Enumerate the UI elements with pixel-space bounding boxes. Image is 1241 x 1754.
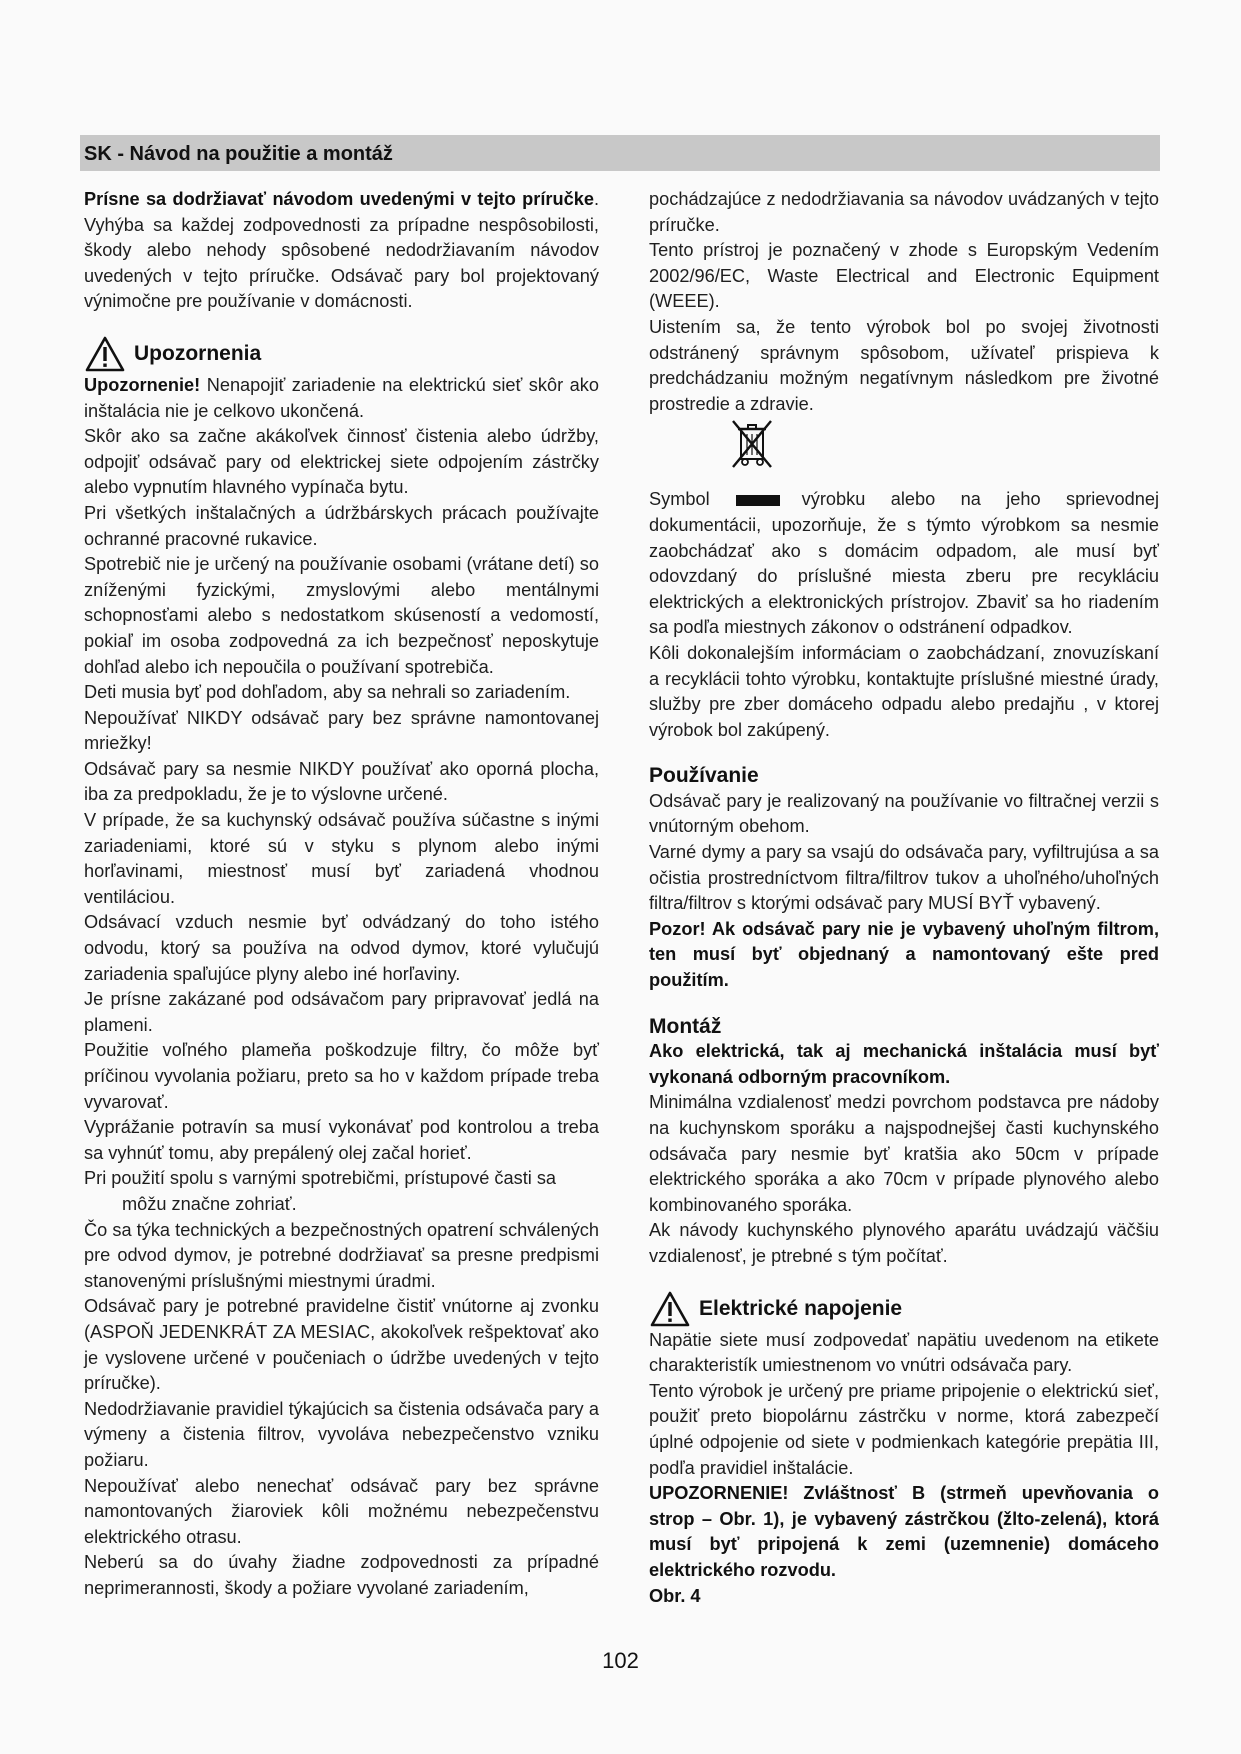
paragraph: Minimálna vzdialenosť medzi povrchom podstavca pre nádoby na kuchynskom sporáku a najspodnejšej časti kuchynského odsávača pary nesmie byť kratšia ako 50cm v prípade elektrického sporáka a ako 70cm v prípade plynového alebo kombinovaného sporáka. — [649, 1092, 1159, 1215]
paragraph: Nedodržiavanie pravidiel týkajúcich sa čistenia odsávača pary a výmeny a čistenia filtrov, vyvoláva nebezpečenstvo vzniku požiaru. — [84, 1398, 599, 1470]
left-column — [84, 187, 599, 1601]
paragraph: Tento prístroj je poznačený v zhode s Europským Vedením 2002/96/EC, Waste Electrical and Electronic Equipment (WEEE). — [649, 240, 1159, 312]
paragraph: Vyprážanie potravín sa musí vykonávať pod kontrolou a treba sa vyhnúť tomu, aby prepálený olej začal horieť. — [84, 1117, 599, 1163]
paragraph: Ak návody kuchynského plynového aparátu uvádzajú väčšiu vzdialenosť, je ptrebné s tým počítať. — [649, 1220, 1159, 1266]
paragraph: Odsávací vzduch nesmie byť odvádzaný do toho istého odvodu, ktorý sa používa na odvod dymov, ktoré vylučujú zariadenia spaľujúce plyny alebo iné horľaviny. — [84, 912, 599, 984]
paragraph: Pri použití spolu s varnými spotrebičmi, prístupové časti sa — [84, 1168, 557, 1189]
warning-triangle-icon — [649, 1290, 691, 1328]
paragraph: Je prísne zakázané pod odsávačom pary pripravovať jedlá na plameni. — [84, 989, 599, 1035]
crossed-bin-icon — [729, 419, 775, 483]
paragraph: Varné dymy a pary sa vsajú do odsávača pary, vyfiltrujúsa a sa očistia prostredníctvom filtra/filtrov tukov a uhoľného/uhoľných filtra/filtrov s ktorými odsávač pary MUSÍ BYŤ vybavený. — [649, 842, 1159, 914]
black-bar-symbol — [736, 495, 780, 506]
usage-heading: Používanie — [649, 764, 759, 788]
paragraph: Spotrebič nie je určený na používanie osobami (vrátane detí) so zníženými fyzickými, zmyslovými alebo mentálnymi schopnosťami alebo s nedostatkom skúseností a vedomostí, pokiaľ im osoba zodpovedná za ich bezpečnosť neposkytuje dohľad alebo ich nepoučila o používaní spotrebiča. — [84, 554, 599, 677]
paragraph: Pri všetkých inštalačných a údržbárskych prácach používajte ochranné pracovné rukavice. — [84, 502, 599, 549]
page-title: SK - Návod na použitie a montáž — [84, 143, 393, 165]
figure-reference: Obr. 4 — [649, 1585, 701, 1606]
intro-bold: Prísne sa dodržiavať návodom uvedenými v tejto príručke — [84, 189, 594, 209]
paragraph: Deti musia byť pod dohľadom, aby sa nehrali so zariadením. — [84, 682, 571, 703]
electrical-heading: Elektrické napojenie — [649, 1290, 1159, 1328]
bold-paragraph: UPOZORNENIE! Zvláštnosť B (strmeň upevňovania o strop – Obr. 1), je vybavený zástrčkou (žlto-zelená), ktorá musí byť pripojená k zemi (uzemnenie) domáceho elektrického rozvodu. — [649, 1483, 1159, 1580]
paragraph: Čo sa týka technických a bezpečnostných opatrení schválených pre odvod dymov, je potrebné dodržiavať sa presne predpismi stanovenými príslušnými miestnymi úradmi. — [84, 1219, 599, 1291]
paragraph: Skôr ako sa začne akákoľvek činnosť čistenia alebo údržby, odpojiť odsávač pary od elektrickej siete odpojením zástrčky alebo vypnutím hlavného vypínača bytu. — [84, 426, 599, 498]
paragraph: Použitie voľného plameňa poškodzuje filtry, čo môže byť príčinou vyvolania požiaru, preto sa ho v každom prípade treba vyvarovať. — [84, 1040, 599, 1112]
installation-heading: Montáž — [649, 1014, 722, 1038]
paragraph: pochádzajúce z nedodržiavania sa návodov uvádzaných v tejto príručke. — [649, 189, 1159, 235]
bold-paragraph: Ako elektrická, tak aj mechanická inštalácia musí byť vykonaná odborným pracovníkom. — [649, 1041, 1159, 1087]
section-header-bar — [80, 135, 1160, 171]
paragraph: Nepoužívať alebo nenechať odsávač pary bez správne namontovaných žiaroviek kôli možnému nebezpečenstvu elektrického otrasu. — [84, 1475, 599, 1547]
warning-triangle-icon — [84, 335, 126, 373]
paragraph: V prípade, že sa kuchynský odsávač používa súčastne s inými zariadeniami, ktoré sú v styku s plynom alebo inými horľavinami, miestnosť musí byť zariadená vhodnou ventiláciou. — [84, 810, 599, 907]
paragraph: Uistením sa, že tento výrobok bol po svojej životnosti odstránený správnym spôsobom, užívateľ prispieva k predchádzaniu možným negatívnym následkom pre životné prostredie a zdravie. — [649, 316, 1159, 414]
intro-paragraph: Prísne sa dodržiavať návodom uvedenými v tejto príručke. Vyhýba sa každej zodpovednosti za prípadne nespôsobilosti, škody alebo nehody spôsobené nedodržiavaním návodov uvedených v tejto príručke. Odsávač pary bol projektovaný výnimočne pre používanie v domácnosti. — [84, 189, 599, 312]
paragraph: Odsávač pary sa nesmie NIKDY používať ako oporná plocha, iba za predpokladu, že je to výslovne určené. — [84, 758, 599, 805]
bold-paragraph: Pozor! Ak odsávač pary nie je vybavený uhoľným filtrom, ten musí byť objednaný a namontovaný ešte pred použitím. — [649, 918, 1159, 991]
paragraph: Nepoužívať NIKDY odsávač pary bez správne namontovanej mriežky! — [84, 707, 599, 754]
paragraph: Tento výrobok je určený pre priame pripojenie o elektrickú sieť, použiť preto biopolárnu zástrčku v norme, ktorá zabezpečí úplné odpojenie od siete v podmienkach kategórie prepätia III, podľa pravidiel inštalácie. — [649, 1380, 1159, 1478]
warning-paragraph: Upozornenie! Nenapojiť zariadenie na elektrickú sieť skôr ako inštalácia nie je celkovo ukončená. — [84, 374, 599, 421]
paragraph: Kôli dokonalejším informáciam o zaobchádzaní, znovuzískaní a recyklácii tohto výrobku, kontaktujte príslušné miestné úrady, služby pre zber domáceho odpadu alebo predajňu , v ktorej výrobok bol zakúpený. — [649, 642, 1159, 740]
paragraph: Napätie siete musí zodpovedať napätiu uvedenom na etikete charakteristík umiestnenom vo vnútri odsávača pary. — [649, 1329, 1159, 1376]
paragraph: Neberú sa do úvahy žiadne zodpovednosti za prípadné neprimerannosti, škody a požiare vyvolané zariadením, — [84, 1552, 599, 1598]
warnings-heading: Upozornenia — [84, 335, 599, 373]
paragraph-continuation: môžu značne zohriať. — [122, 1193, 297, 1214]
weee-symbol-area — [649, 417, 1159, 487]
paragraph: Odsávač pary je realizovaný na používanie vo filtračnej verzii s vnútorným obehom. — [649, 790, 1159, 837]
paragraph: Odsávač pary je potrebné pravidelne čistiť vnútorne aj zvonku (ASPOŇ JEDENKRÁT ZA MESIAC, akokoľvek rešpektovať ako je vyslovene určené v poučeniach o údržbe uvedených v tejto príručke). — [84, 1296, 599, 1394]
page-number: 102 — [602, 1648, 639, 1673]
right-column — [649, 187, 1159, 1609]
weee-paragraph: Symbol výrobku alebo na jeho sprievodnej dokumentácii, upozorňuje, že s týmto výrobkom sa nesmie zaobchádzať ako s domácim odpadom, ale musí byť odovzdaný do príslušné miesta zberu pre recykláciu elektrických a elektronických prístrojov. Zbaviť sa ho riadením sa podľa miestnych zákonov o odstránení odpadkov. — [649, 489, 1159, 638]
